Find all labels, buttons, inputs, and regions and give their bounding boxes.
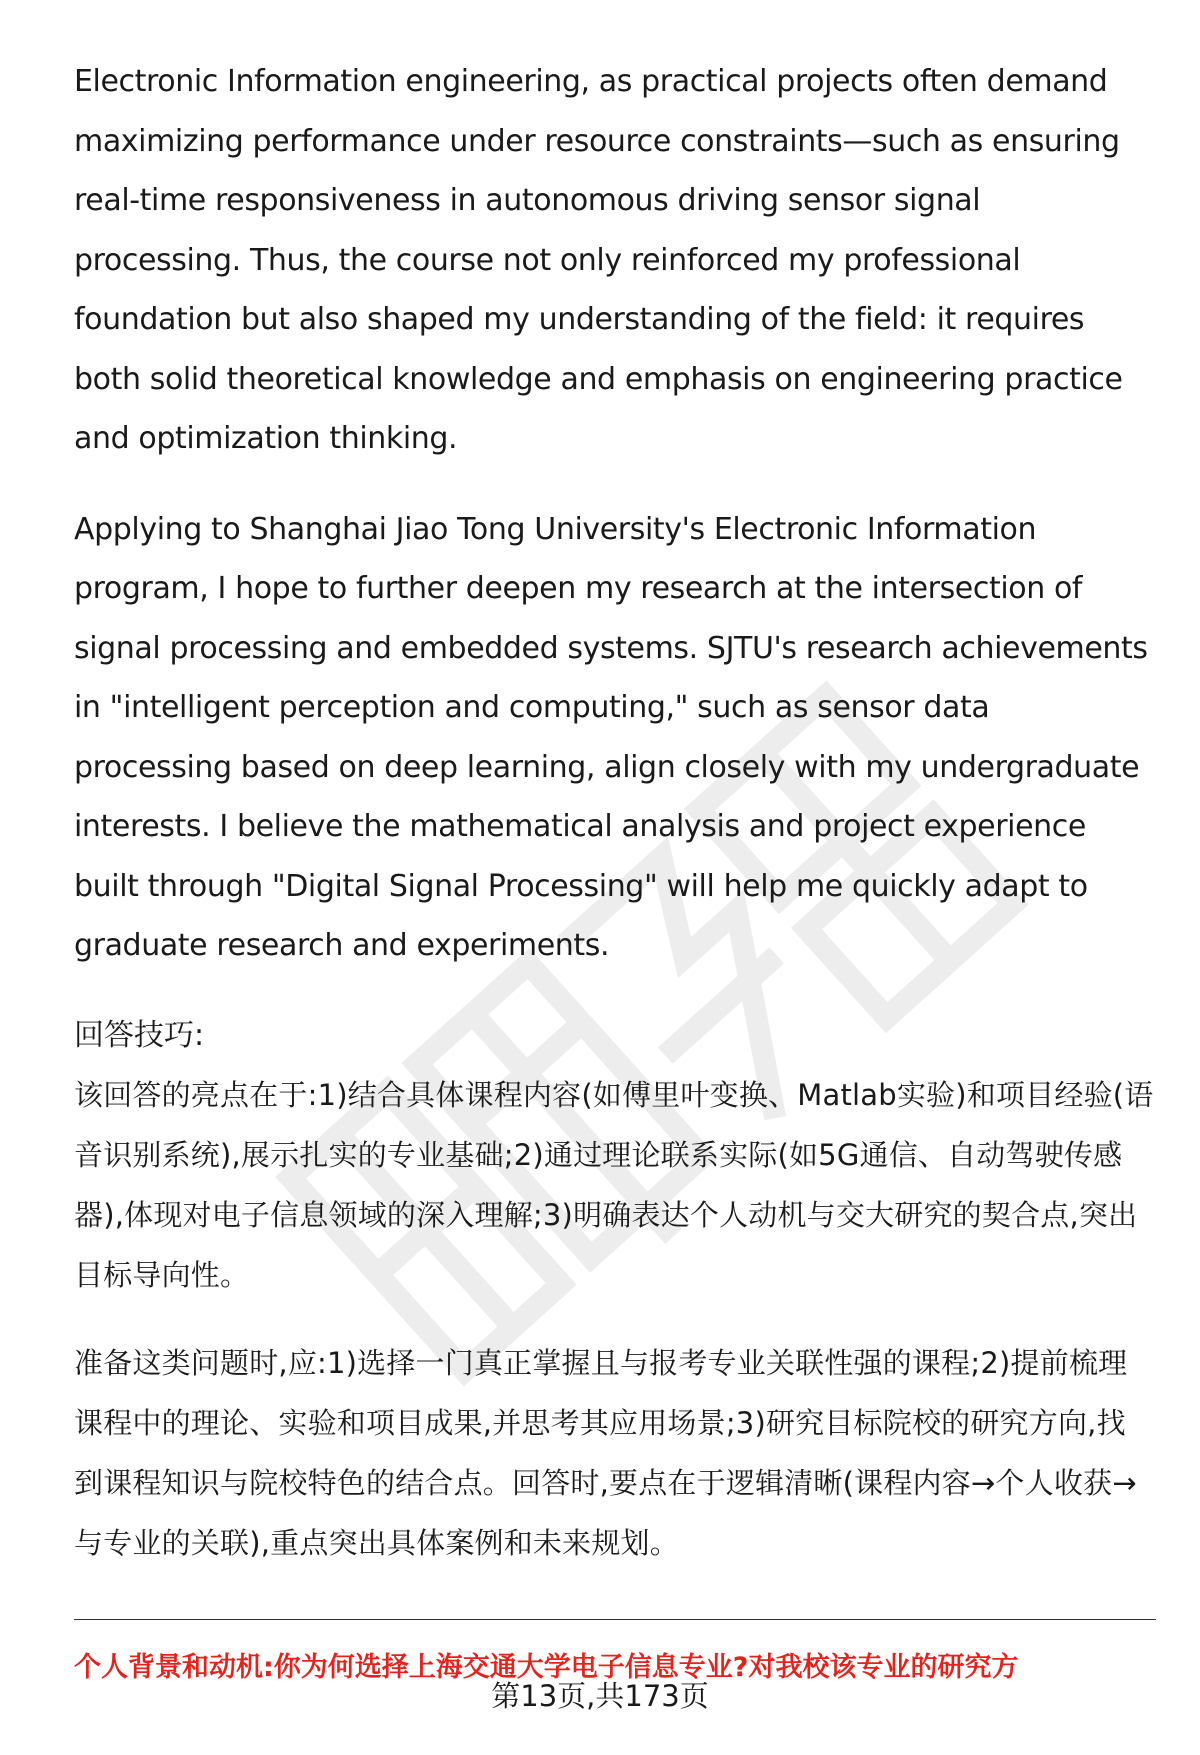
next-question-heading: 个人背景和动机:你为何选择上海交通大学电子信息专业?对我校该专业的研究方	[74, 1652, 1019, 1683]
answer-paragraph-2: Applying to Shanghai Jiao Tong University's Electronic Information program, I hope to further deepen my research at the intersection of signal processing and embedded systems. SJTU's research achievements in "intelligent perception and computing," such as sensor data processing based on deep learning, align closely with my undergraduate interests. I believe the mathematical analysis and project experience built through "Digital Signal Processing" will help me quickly adapt to graduate research and experiments.	[74, 511, 1148, 963]
tips-preparation-paragraph: 准备这类问题时,应:1)选择一门真正掌握且与报考专业关联性强的课程;2)提前梳理课程中的理论、实验和项目成果,并思考其应用场景;3)研究目标院校的研究方向,找到课程知识与院校特色的结合点。回答时,要点在于逻辑清晰(课程内容→个人收获→与专业的关联),重点突出具体案例和未来规划。	[74, 1345, 1137, 1560]
answer-paragraph-1: Electronic Information engineering, as practical projects often demand maximizing performance under resource constraints—such as ensuring real-time responsiveness in autonomous driving sensor signal processing. Thus, the course not only reinforced my professional foundation but also shaped my understanding of the field: it requires both solid theoretical knowledge and emphasis on engineering practice and optimization thinking.	[74, 64, 1123, 456]
tips-highlights-paragraph: 该回答的亮点在于:1)结合具体课程内容(如傅里叶变换、Matlab实验)和项目经验(语音识别系统),展示扎实的专业基础;2)通过理论联系实际(如5G通信、自动驾驶传感器),体现对电子信息领域的深入理解;3)明确表达个人动机与交大研究的契合点,突出目标导向性。	[74, 1077, 1154, 1292]
section-divider	[74, 1619, 1156, 1620]
page-number: 第13页,共173页	[491, 1679, 709, 1713]
main-content	[74, 52, 1154, 1573]
tips-heading: 回答技巧:	[74, 1017, 205, 1053]
